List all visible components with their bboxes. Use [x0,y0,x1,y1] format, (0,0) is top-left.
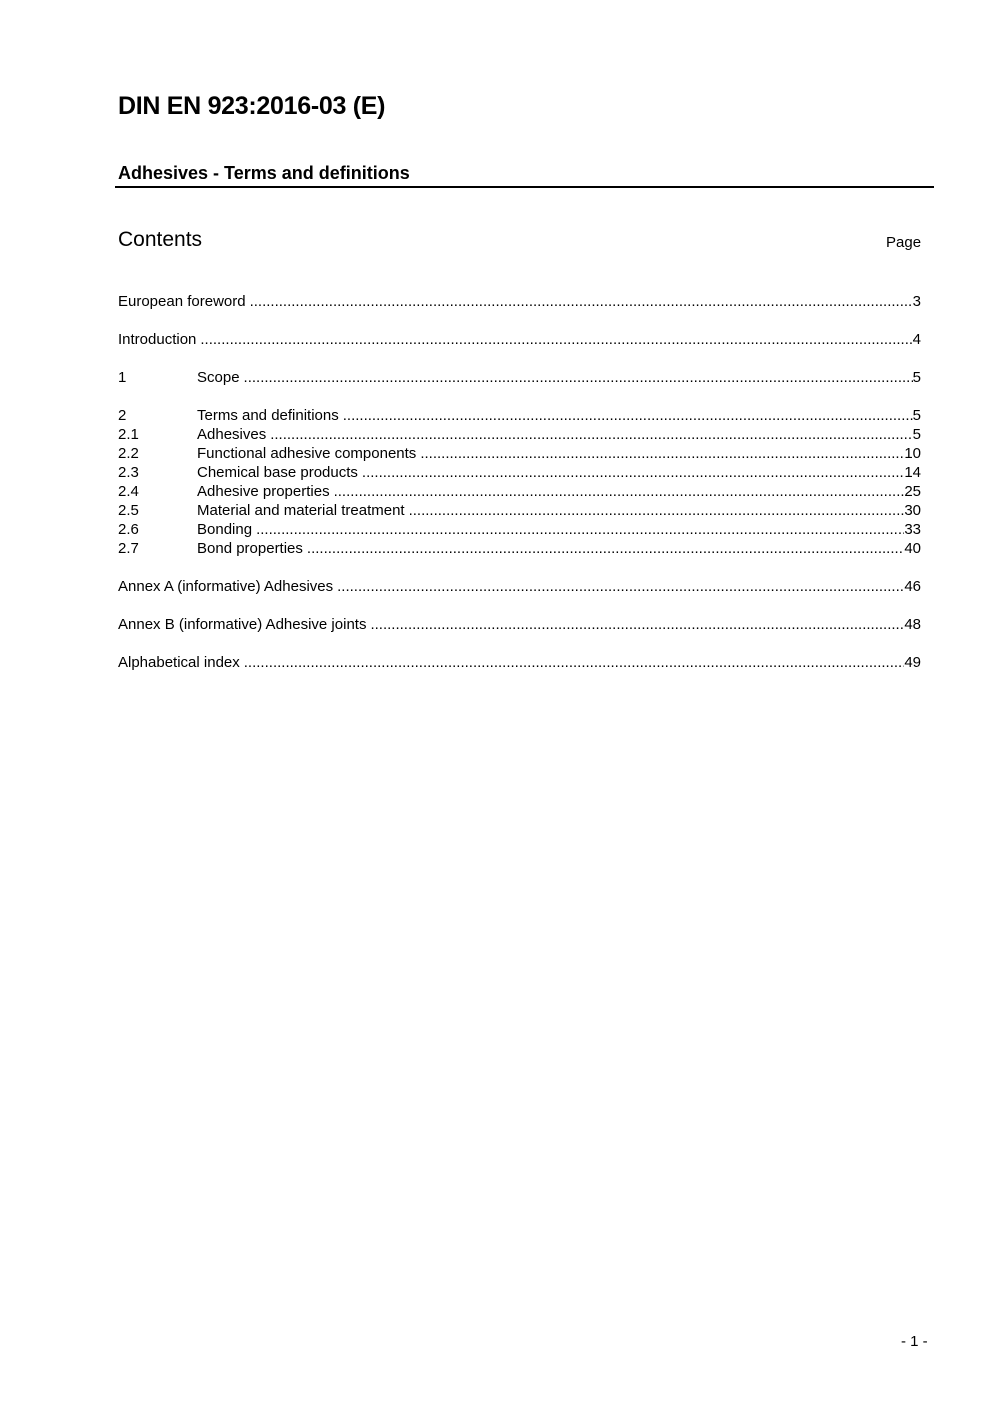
contents-heading: Contents [118,228,203,251]
toc-entry-label: Adhesive properties [197,483,330,500]
toc-leader-dots [370,615,904,634]
toc-leader-dots [200,330,912,349]
toc-entry-alphabetical-index[interactable] [118,653,921,672]
toc-entry-page: 33 [904,521,921,538]
toc-entry-page: 46 [904,578,921,595]
toc-entry-annex-a[interactable] [118,577,921,596]
toc-entry-functional-adhesive-components[interactable] [118,444,921,463]
toc-leader-dots [244,653,905,672]
footer-page-number: - 1 - [901,1333,928,1350]
toc-entry-bonding[interactable] [118,520,921,539]
toc-entry-number: 2 [118,407,127,424]
toc-entry-page: 10 [904,445,921,462]
page-column-heading: Page [886,234,922,251]
toc-entry-number: 1 [118,369,127,386]
toc-entry-page: 5 [912,426,921,443]
toc-leader-dots [420,444,904,463]
toc-entry-page: 30 [904,502,921,519]
toc-entry-page: 40 [904,540,921,557]
toc-leader-dots [256,520,904,539]
toc-entry-label: Annex A (informative) Adhesives [118,578,334,595]
toc-entry-adhesive-properties[interactable] [118,482,921,501]
toc-leader-dots [307,539,904,558]
toc-entry-number: 2.2 [118,445,139,462]
toc-entry-page: 3 [912,293,921,310]
toc-entry-chemical-base-products[interactable] [118,463,921,482]
toc-entry-number: 2.1 [118,426,139,443]
document-title: DIN EN 923:2016-03 (E) [118,92,386,120]
toc-entry-label: Bond properties [197,540,303,557]
toc-entry-label: Scope [197,369,240,386]
toc-entry-page: 5 [912,369,921,386]
toc-leader-dots [334,482,905,501]
toc-entry-material-and-material-treatment[interactable] [118,501,921,520]
toc-entry-number: 2.5 [118,502,139,519]
title-divider [115,186,934,188]
toc-entry-number: 2.7 [118,540,139,557]
toc-entry-label: European foreword [118,293,246,310]
document-subtitle: Adhesives - Terms and definitions [118,163,410,183]
toc-leader-dots [337,577,904,596]
toc-entry-introduction[interactable] [118,330,921,349]
toc-entry-label: Functional adhesive components [197,445,417,462]
toc-leader-dots [343,406,913,425]
toc-leader-dots [409,501,905,520]
toc-entry-label: Terms and definitions [197,407,339,424]
toc-entry-label: Bonding [197,521,253,538]
toc-entry-page: 49 [904,654,921,671]
toc-entry-european-foreword[interactable] [118,292,921,311]
toc-entry-label: Adhesives [197,426,267,443]
toc-entry-bond-properties[interactable] [118,539,921,558]
toc-leader-dots [244,368,913,387]
toc-entry-terms-and-definitions[interactable] [118,406,921,425]
toc-entry-page: 48 [904,616,921,633]
toc-entry-adhesives[interactable] [118,425,921,444]
toc-entry-label: Annex B (informative) Adhesive joints [118,616,367,633]
toc-entry-label: Material and material treatment [197,502,405,519]
toc-entry-page: 4 [912,331,921,348]
toc-entry-label: Chemical base products [197,464,358,481]
toc-leader-dots [250,292,913,311]
toc-entry-number: 2.4 [118,483,139,500]
toc-entry-scope[interactable] [118,368,921,387]
toc-leader-dots [270,425,912,444]
toc-entry-page: 5 [912,407,921,424]
table-of-contents [118,292,921,672]
toc-entry-page: 14 [904,464,921,481]
toc-entry-number: 2.3 [118,464,139,481]
toc-entry-annex-b[interactable] [118,615,921,634]
toc-entry-page: 25 [904,483,921,500]
toc-entry-label: Alphabetical index [118,654,240,671]
toc-entry-label: Introduction [118,331,197,348]
toc-entry-number: 2.6 [118,521,139,538]
toc-leader-dots [362,463,904,482]
